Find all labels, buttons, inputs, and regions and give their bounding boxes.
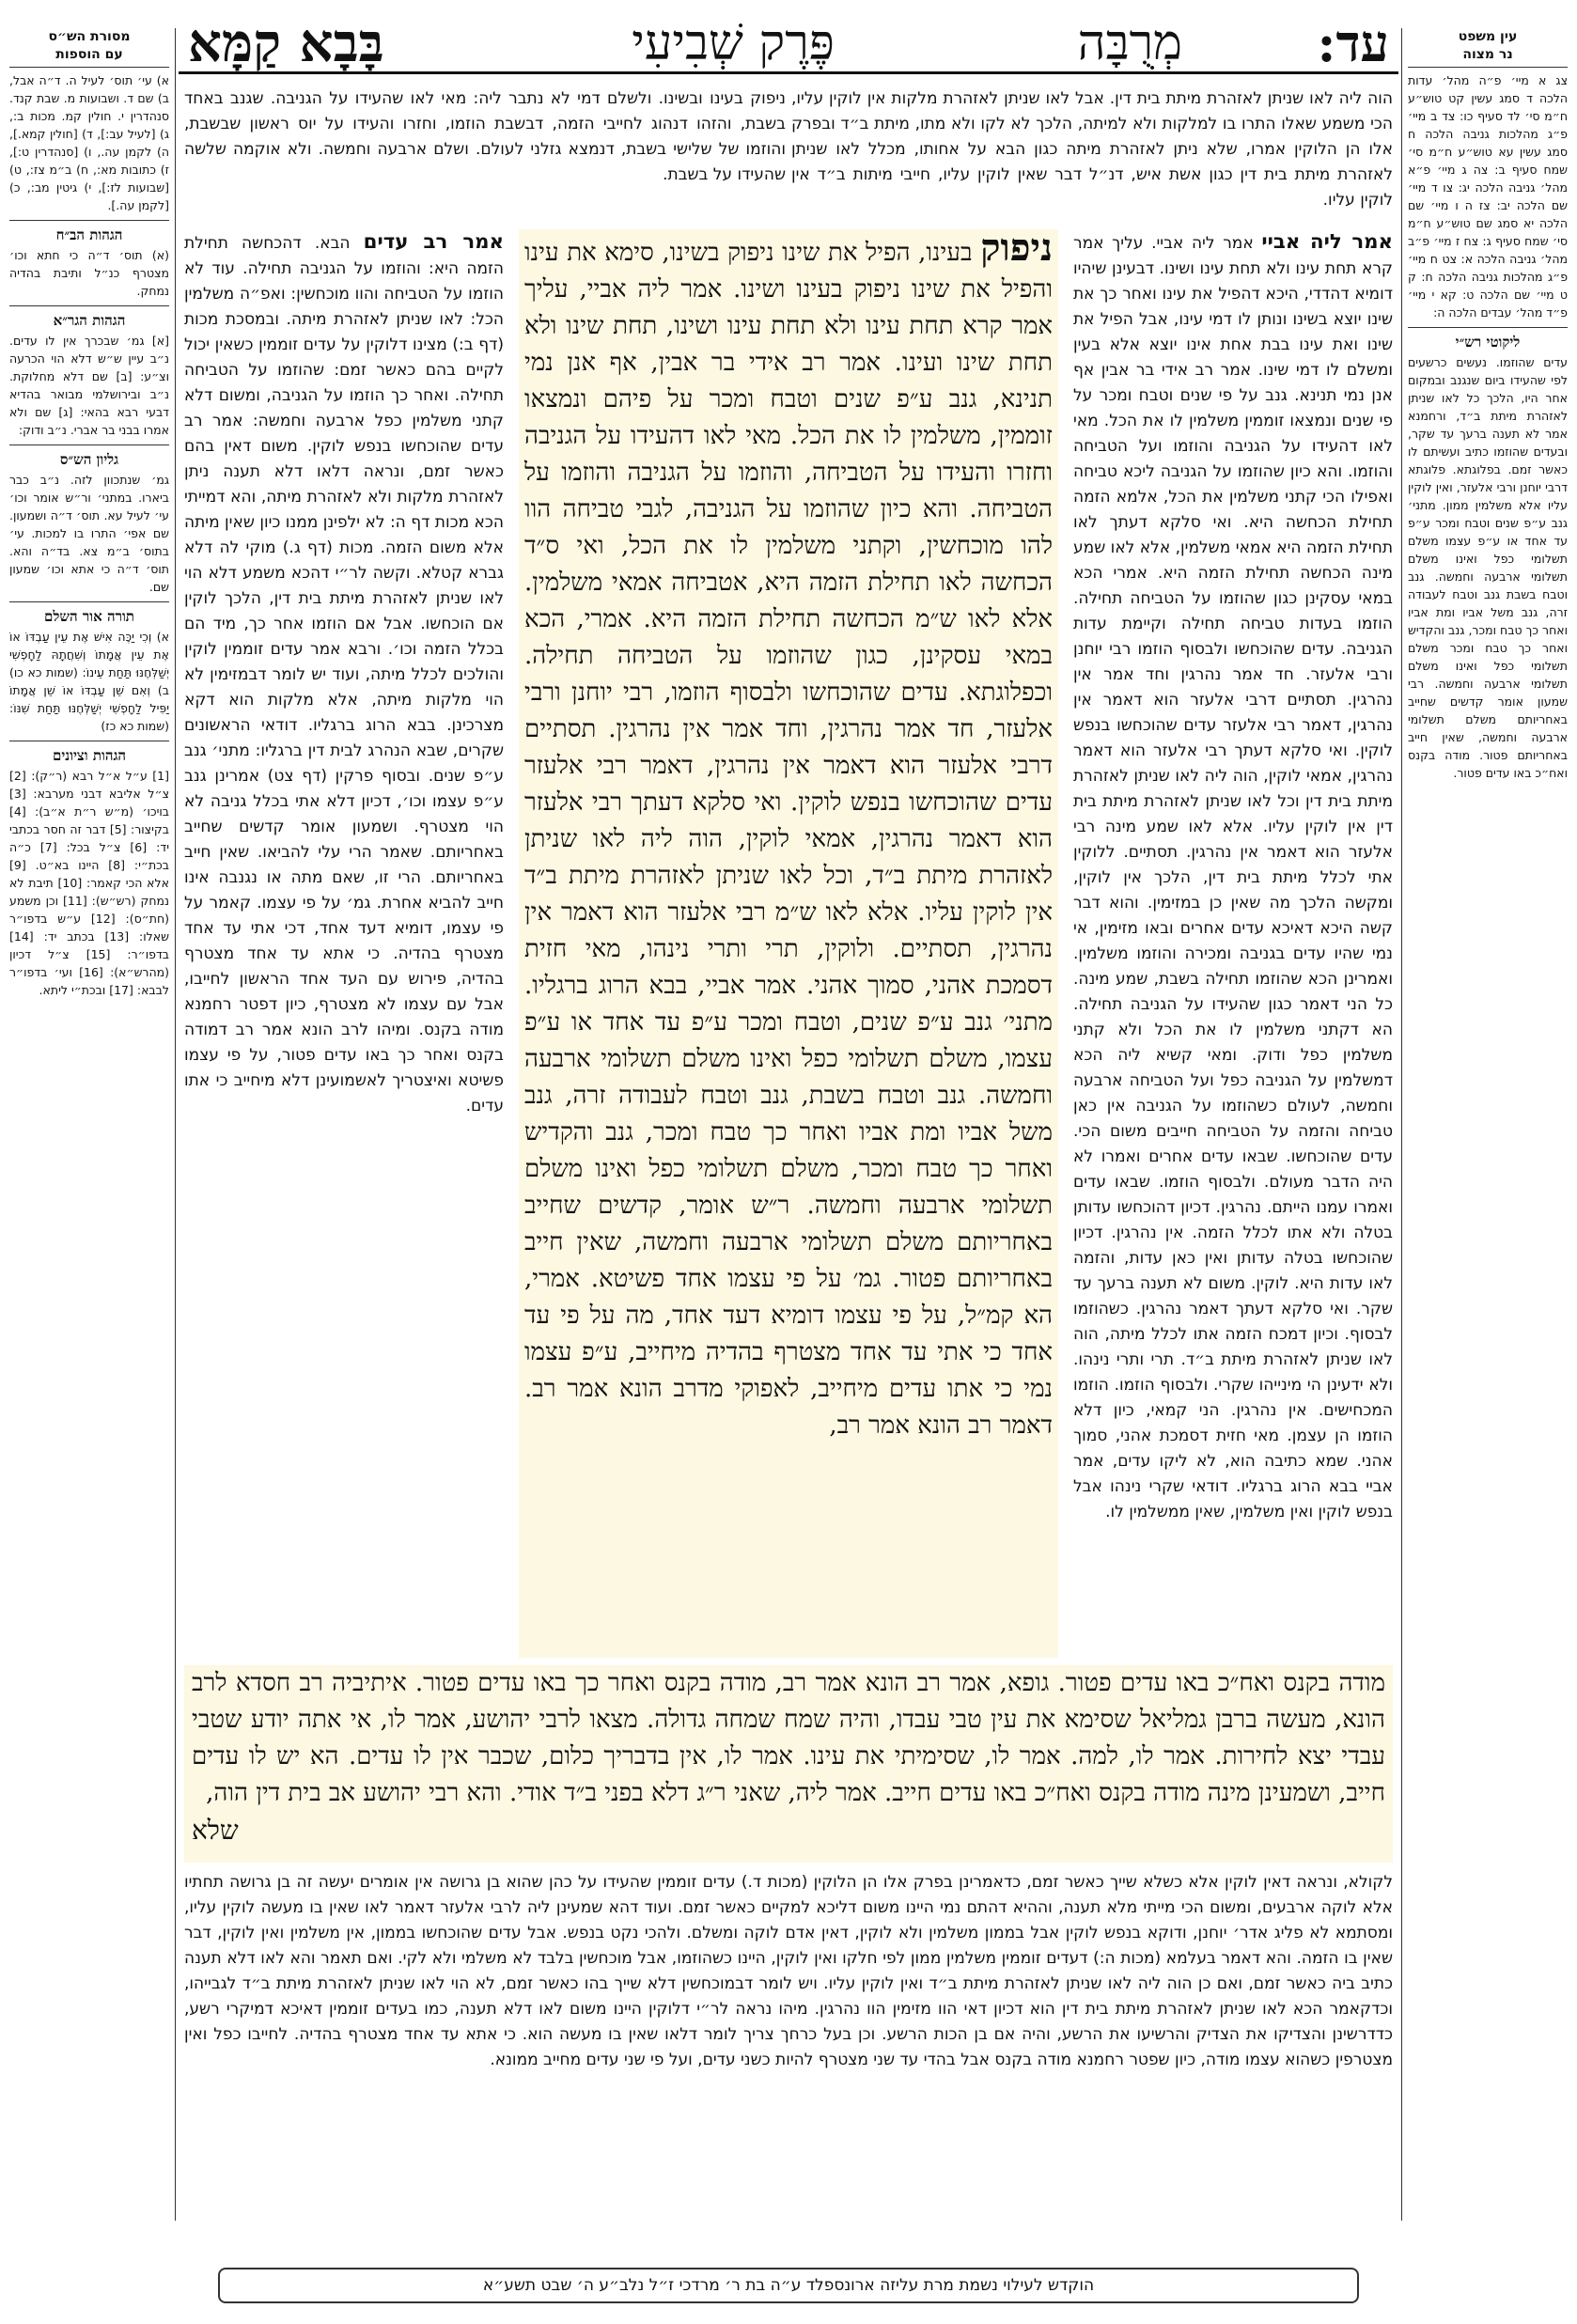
gemara-text [524, 229, 1053, 1444]
header-divider [179, 71, 1398, 74]
masoret-hashas-title: מסורת הש״ס עם הוספות [9, 28, 169, 68]
hagahot-bach-text: (א) תוס׳ ד״ה כי חתא וכו׳ מצטרף כנ״ל ותיבת בהדיה נמחק. [9, 248, 169, 298]
torah-or-text: א) וְכִי יַכֶּה אִישׁ אֶת עֵין עַבְדּוֹ אוֹ אֶת עֵין אֲמָתוֹ וְשִׁחֲתָהּ לַחָפְשִׁי יְשַׁלְּחֶנּוּ תַּחַת עֵינוֹ: (שמות כא כו) ב) וְאִם שֵׁן עַבְדּוֹ אוֹ שֵׁן אֲמָתוֹ יַפִּיל לַחָפְשִׁי יְשַׁלְּחֶנּוּ תַּחַת שִׁנּוֹ: (שמות כא כז) [9, 630, 169, 733]
gilyon-hashas-title: גליון הש״ס [59, 451, 119, 468]
rashi-dibbur-hamatchil: אמר ליה אביי [1261, 230, 1393, 254]
rashi-column [1073, 229, 1393, 1672]
ein-mishpat-title: עין משפט נר מצוה [1408, 28, 1568, 68]
rashi-column-text: אמר ליה אביי. עליך אמר קרא תחת עינו ולא תחת עינו ושינו. דבעינן שיהיו דומיא דהדדי, היכא דהפיל את עינו ואחר כך את שינו יוצא בשינו ונותן לו דמי עינו, אבל הפיל את שינו ואת עינו בבת אחת אינו יוצא אלא בעין ומשלם לו דמי שינו. אמר רב אידי בר אבין אף אנן נמי תנינא. גנב על פי שנים וטבח ומכר על פי שנים ונמצאו זוממין משלמין לו את הכל. מאי לאו דהעידו על הגניבה והוזמו ועל הטביחה והוזמו. והא כיון שהוזמו על הגניבה ליכא טביחה ואפילו הכי קתני משלמין את הכל, אלמא הזמה תחילת הכחשה היא. ואי סלקא דעתך לאו תחילת הזמה היא אמאי משלמין, אלא לאו שמע מינה הכחשה תחילת הזמה היא. אמרי הכא במאי עסקינן כגון שהוזמו על הטביחה תחילה. הוזמו בעדות טביחה תחילה וקיימת עדות הגניבה. עדים שהוכחשו ולבסוף הוזמו רבי יוחנן ורבי אלעזר. חד אמר נהרגין וחד אמר אין נהרגין. תסתיים דרבי אלעזר הוא דאמר אין נהרגין, דאמר רבי אלעזר עדים שהוכחשו בנפש לוקין. ואי סלקא דעתך רבי אלעזר הוא דאמר נהרגין, אמאי לוקין, הוה ליה לאו שניתן לאזהרת מיתת בית דין וכל לאו שניתן לאזהרת מיתת בית דין אין לוקין עליו. אלא לאו שמע מינה רבי אלעזר הוא דאמר אין נהרגין. תסתיים. ללוקין אתי לכלל מיתת בית דין, הלכך אין לוקין, ומקשה הלכך מה שאין כן במזימין. והוא דבר קשה היכא דאיכא עדים אחרים ובאו מזימין, אי נמי שהיו עדים בגניבה ומכירה והוזמו משלמין. ואמרינן הכא שהוזמו תחילה בשבת, שמע מינה. כל הני דאמר כגון שהעידו על הגניבה תחילה. הא דקתני משלמין לו את הכל ולא קתני משלמין כפל ודוק. ומאי קשיא ליה הכא דמשלמין על הגניבה כפל ועל הטביחה ארבעה וחמשה, לעולם כשהוזמו על הגניבה אין כאן טביחה והזמה על הטביחה חייבים משום הכי. עדים שהוכחשו. שבאו עדים אחרים ואמרו לא היה הדבר מעולם. ולבסוף הוזמו. שבאו עדים ואמרו עמנו הייתם. נהרגין. דכיון דהוכחשו עדותן בטלה ולא אתו לכלל הזמה. אין נהרגין. דכיון שהוכחשו בטלה עדותן ואין כאן עדות, והזמה לאו עדות היא. לוקין. משום לא תענה ברעך עד שקר. ואי סלקא דעתך דאמר נהרגין. כשהוזמו לבסוף. וכיון דמכח הזמה אתו לכלל מיתה, הוה לאו שניתן לאזהרת מיתת ב״ד. תרי ותרי נינהו. ולא ידעינן הי מינייהו שקרי. ולבסוף הוזמו. הוזמו המכחישים. אין נהרגין. הני קמאי, כיון דלא הוזמו הן עצמן. מאי חזית דסמכת אהני, סמוך אהני. שמא כתיבה הוא, לא ליקו עדים, אמר אביי בבא הרוג ברגליו. דודאי שקרי נינהו אבל בנפש לוקין ואין משלמין, שאין ממשלמין לו. [1073, 234, 1393, 1521]
margin-divider [9, 305, 169, 306]
likutei-rashi-title: ליקוטי רש״י [1455, 334, 1521, 351]
tosafot-column-text: הבא. דהכחשה תחילת הזמה היא: והוזמו על הגניבה תחילה. עוד לא הוזמו על הטביחה והוו מוכחשין: ואפ״ה משלמין הכל: לאו שניתן לאזהרת מיתה. ובמסכת מכות (דף ב:) מצינו דלוקין על עדים זוממין כשאין יכול לקיים בהם כאשר זמם: שהוזמו על הטביחה תחילה. ואחר כך הוזמו על הגניבה, ומשום דלא קתני משלמין כפל ארבעה וחמשה: אמר רב עדים שהוכחשו בנפש לוקין. משום דאין בהם כאשר זמם, ונראה דלאו דלא תענה ניתן לאזהרת מלקות ולא לאזהרת מיתה, והא דמייתי הכא מכות דף ה: לא ילפינן ממנו כיון שאין מיתה אלא משום הזמה. מכות (דף ג.) מוקי לה דלא גברא קטלא. וקשה לר״י דהכא משמע דלא הוי לאו שניתן לאזהרת מיתת בית דין, הלכך לוקין אם הוכחשו. אבל אם הוזמו אחר כך, מיד הם בכלל הזמה וכו׳. ורבא אמר עדים זוממין לוקין והולכים לכלל מיתה, ועוד יש לומר דבמזימין לא הוי מלקות מיתה, אלא מלקות הוא דקא מצרכינן. בבא הרוג ברגליו. דודאי הראשונים שקרים, שבא הנהרג לבית דין ברגליו: מתני׳ גנב ע״פ שנים. ובסוף פרקין (דף צט) אמרינן גנב ע״פ עצמו וכו׳, דכיון דלא אתי בכלל גניבה לא הוי מצטרף. ושמעון אומר קדשים שחייב באחריותם. שאמר הרי עלי להביאו. שאין חייב באחריותם. הרי זו, שאם מתה או נגנבה אינו חייב להביא אחרת. גמ׳ על פי עצמו. קאמר על פי עצמו, דומיא דעד אחד, דכי אתי עד אחד מצטרף בהדיה. כי אתא עד אחד מצטרף בהדיה, פירוש עם העד אחד הראשון לחייבו, אבל עם עצמו לא מצטרף, כיון דפטר רחמנא מודה בקנס. ומיהו לרב הונא אמר רב דמודה בקנס ואחר כך באו עדים פטור, על פי עצמו פשיטא ואיצטריך לאשמועינן דלא מיחייב כי אתו עדים. [184, 234, 504, 1115]
right-margin [1408, 28, 1568, 2230]
gemara-body: בעינו, הפיל את שינו ניפוק בשינו, סימא את עינו והפיל את שינו ניפוק בעינו ושינו. אמר ליה אביי, עליך אמר קרא תחת עינו ולא תחת עינו ושינו, תחת שינו ולא תחת שינו ועינו. אמר רב אידי בר אבין, אף אנן נמי תנינא, גנב ע״פ שנים וטבח ומכר על פיהם ונמצאו זוממין, משלמין לו את הכל. מאי לאו דהעידו על הגניבה וחזרו והעידו על הטביחה, והוזמו על הגניבה והוזמו על הטביחה. והא כיון שהוזמו על הגניבה, לגבי טביחה הוו להו מוכחשין, וקתני משלמין לו את הכל, ואי ס״ד הכחשה לאו תחילת הזמה היא, אטביחה אמאי משלמין. אלא לאו ש״מ הכחשה תחילת הזמה היא. אמרי, הכא במאי עסקינן, כגון שהוזמו על הטביחה תחילה. וכפלוגתא. עדים שהוכחשו ולבסוף הוזמו, רבי יוחנן ורבי אלעזר, חד אמר נהרגין, וחד אמר אין נהרגין. תסתיים דרבי אלעזר הוא דאמר אין נהרגין, דאמר רבי אלעזר עדים שהוכחשו בנפש לוקין. ואי סלקא דעתך רבי אלעזר הוא דאמר נהרגין, אמאי לוקין, הוה ליה לאו שניתן לאזהרת מיתת ב״ד, וכל לאו שניתן לאזהרת מיתת ב״ד אין לוקין עליו. אלא לאו ש״מ רבי אלעזר הוא דאמר אין נהרגין, תסתיים. ולוקין, תרי ותרי נינהו, מאי חזית דסמכת אהני, סמוך אהני. אמר אביי, בבא הרוג ברגליו. מתני׳ גנב ע״פ שנים, וטבח ומכר ע״פ עד אחד או ע״פ עצמו, משלם תשלומי כפל ואינו משלם תשלומי ארבעה וחמשה. גנב וטבח בשבת, גנב וטבח לעבודה זרה, גנב משל אביו ומת אביו ואחר כך טבח ומכר, גנב והקדיש ואחר כך טבח ומכר, משלם תשלומי כפל ואינו משלם תשלומי ארבעה וחמשה. ר״ש אומר, קדשים שחייב באחריותם משלם תשלומי ארבעה וחמשה, שאין חייב באחריותם פטור. גמ׳ על פי עצמו אחד פשיטא. אמרי, הא קמ״ל, על פי עצמו דומיא דעד אחד, מה על פי עד אחד כי אתי עד אחד מצטרף בהדיה מיחייב, ע״פ עצמו נמי כי אתו עדים מיחייב, לאפוקי מדרב הונא אמר רב. דאמר רב הונא אמר רב, [524, 239, 1053, 1440]
hagahot-gra-title: הגהות הגר״א [53, 312, 126, 329]
gilyon-hashas-text: גמ׳ שנתכוון לזה. נ״ב כבר ביארו. במתני׳ ור״ש אומר וכו׳ עי׳ לעיל עא. תוס׳ ד״ה ושמעון. שם אפי׳ התרו בו למכות. עי׳ בתוס׳ ב״מ צא. בד״ה והא. תוס׳ ד״ה כי אתא וכו׳ שמעון שם. [9, 473, 169, 594]
rashi-top: הוה ליה לאו שניתן לאזהרת מיתת בית דין. אבל לאו שניתן לאזהרת מלקות אין לוקין עליו, הכי משמע שאלו התרו בו למלקות ולא למיתה, הלכך לא לקו ולא מתו, מיתת ב״ד ובפרק אלו הן הלוקין אמרו, שלא ניתן לאזהרת מיתה כגון הבא על אחותו, מכלל לאו שניתן לאזהרת מיתת בית דין כגון אשת איש, דנ״ל דבר שאין לוקין עליו, חייבי מיתות ב״ד אין לוקין עליו. [791, 89, 1393, 210]
margin-divider [1408, 327, 1568, 328]
chapter-name: פֶּרֶק שְׁבִיעִי [632, 15, 835, 71]
masoret-hashas-text: א) עי׳ תוס׳ לעיל ה. ד״ה אבל, ב) שם ד. ושבועות מ. שבת קנד. סנהדרין י. חולין קמ. מכות ב:, ג) [לעיל עב:], ד) [חולין קמא.], ה) לקמן עה., ו) [סנהדרין ט:], ז) כתובות מא:, ח) ב״מ צז:, ט) [שבועות לז:], י) גיטין מב:, כ) [לקמן עה.]. [9, 73, 169, 212]
left-margin [9, 28, 169, 2230]
hagahot-bach-title: הגהות הב״ח [55, 226, 123, 243]
header-title-word: מְרֻבָּה [1077, 15, 1182, 71]
margin-divider [9, 220, 169, 221]
left-margin-rule [175, 28, 176, 2221]
tractate-name: בָּבָא קַמָּא [188, 12, 384, 74]
gemara-wide-text: מודה בקנס ואח״כ באו עדים פטור. גופא, אמר רב הונא אמר רב, מודה בקנס ואחר כך באו עדים פטור. איתיביה רב חסדא לרב הונא, מעשה ברבן גמליאל שסימא את עין טבי עבדו, והיה שמח שמחה גדולה. מצאו לרבי יהושע, אמר לו, אי אתה יודע שטבי עבדי יצא לחירות. אמר לו, למה. אמר לו, שסימיתי את עינו. אמר לו, אין בדבריך כלום, שכבר אין לו עדים. הא יש לו עדים חייב, ושמעינן מינה מודה בקנס ואח״כ באו עדים חייב. אמר ליה, שאני ר״ג דלא בפני ב״ד אודי. והא רבי יהושע אב בית דין הוה, [192, 1669, 1385, 1807]
bottom-commentary: לקולא, ונראה דאין לוקין אלא כשלא שייך כאשר זמם, כדאמרינן בפרק אלו הן הלוקין (מכות ד.) עדים זוממין שהעידו על כהן שהוא בן גרושה אין אומרים יעשה זה בן גרושה תחתיו אלא לוקה ארבעים, ומשום הכי מייתי מלא תענה, וההיא דהתם נמי היינו משום דליכא למקיים כאשר זמם. ועוד דהא שמעינן ליה לרבי אלעזר דאמר לאו שאין בו מעשה לוקין עליו, ומסתמא לא פליג אדר׳ יוחנן, ודוקא בנפש לוקין אבל בממון משלמין ולא לוקין, דאין אדם לוקה ומשלם. ולהכי נקט בנפש. אבל עדים שהוכחשו בממון, אין משלמין ואין לוקין, דבר שאין בו הזמה. והא דאמר בעלמא (מכות ה:) דעדים זוממין משלמין ממון לפי חלקו ואין לוקין, היינו כשהוזמו, אבל מוכחשין בלבד לא משלמי ולא לקי. ואם תאמר והא לאו דלא תענה כתיב ביה כאשר זמם, ואם כן הוה ליה לאו שניתן לאזהרת מיתת ב״ד ואין לוקין עליו. ויש לומר דבמוכחשין דלא שייך בהו כאשר זמם, לא הוי לאו שניתן לאזהרת מיתת ב״ד לגבייהו, וכדקאמר הכא לאו שניתן לאזהרת מיתת בית דין הוא דכיון דאי הוו מזימין הוו נהרגין. מיהו נראה לר״י דלוקין היינו משום לאו דלא תענה, כמו בעדים זוממין דאיכא דמיקרי רשע, כדדרשינן והצדיקו את הצדיק והרשיעו את הרשע, והיה אם בן הכות הרשע. וכן בעל כרחך צריך לומר דלאו שאין בו מעשה הוא. כי אתא עד אחד מצטרף בהדיה. לחייבו כפל ואין מצטרפין כשהוא עצמו מודה, כיון שפטר רחמנא מודה בקנס אבל בהדי עד שני מצטרף להיות כשני עדים, ועל פי שני עדים מחייב ממונא. [184, 1873, 1393, 2069]
ein-mishpat-text: צג א מיי׳ פ״ה מהל׳ עדות הלכה ד סמג עשין קט טוש״ע ח״מ סי׳ לד סעיף כו: צד ב מיי׳ פ״ג מהלכות גניבה הלכה ח סמג עשין עא טוש״ע ח״מ סי׳ שמח סעיף ב: צה ג מיי׳ פ״א מהל׳ גניבה הלכה יג: צו ד מיי׳ שם הלכה יב: צז ה ו מיי׳ שם הלכה יא סמג שם טוש״ע ח״מ סי׳ שמח סעיף ג: צח ז מיי׳ פ״ב מהל׳ גניבה הלכה א: צט ח מיי׳ פ״ג מהלכות גניבה הלכה ח: ק ט מיי׳ שם הלכה ט: קא י מיי׳ פ״ד מהל׳ עבדים הלכה ה: [1408, 73, 1568, 320]
margin-divider [9, 601, 169, 602]
hagahot-tziyunim-text: [1] ע״ל א״ל רבא (ר״ק): [2] צ״ל אליבא דבני מערבא: [3] בויכו׳ (מ״ש ר״ת א״ב): [4] בקיצור: [5] דבר זה חסר בכתבי יד: [6] צ״ל בכל: [7] כ״ה בכת״י: [8] היינו בא״ט. [9] אלא הכי קאמר: [10] תיבת לא נמחק (רש״ש): [11] וכן משמע (חת״ס): [12] ע״ש בדפו״ר שאלו: [13] בכתב יד: [14] בדפו״ר: [15] צ״ל דכיון (מהרש״א): [16] ועי׳ בדפו״ר לבבא: [17] ובכת״י ליתא. [9, 769, 169, 997]
daf-number: עד: [1317, 13, 1389, 73]
tosafot-top: ניפוק בעינו ובשינו. ולשלם דמי לא נתבר ליה: מאי לאו שהעידו על הגניבה. שגנב באחד בשבת, והזהו דנהוג לחייבי הזמה, דבשבת הוזמו, וחזרו והעידו על יוס ראשון שבשבת, והוזמו של שלישי בשבת, דנמצא גזלני לעולם. ושלם ארבעה וחמשה. ולא אוקמה שלשה שהעידו על בשבת. [184, 89, 786, 184]
gemara-center [519, 229, 1058, 1658]
gemara-wide [184, 1665, 1393, 1863]
tosafot-column [184, 229, 504, 1672]
hagahot-gra-text: [א] גמ׳ שבכרך אין לו עדים. נ״ב עיין ש״ש דלא הוי הכרעה וצ״ע: [ב] שם דלא מחלוקת. נ״ב ובירושלמי מבואר בהדיא דבעי רבא בהאי: [ג] שם ולא אמרו בבני בר אברי. נ״ב ודוק: [9, 334, 169, 437]
likutei-rashi-text: עדים שהוזמו. נעשים כרשעים לפי שהעידו ביום שנגנב ובמקום אחר היו, הלכך כל לאו שניתן לאזהרת מיתת ב״ד, ורחמנא אמר לא תענה ברעך עד שקר, ובעדים שהוזמו כתיב ועשיתם לו כאשר זמם. בפלוגתא. פלוגתא דרבי יוחנן ורבי אלעזר, ואין לוקין עליו אלא משלמין ממון. מתני׳ גנב ע״פ שנים וטבח ומכר ע״פ עד אחד או ע״פ עצמו משלם תשלומי כפל ואינו משלם תשלומי ארבעה וחמשה. גנב וטבח בשבת גנב וטבח לעבודה זרה, גנב משל אביו ומת אביו ואחר כך טבח ומכר, גנב והקדיש ואחר כך טבח ומכר משלם תשלומי כפל ואינו משלם תשלומי ארבעה וחמשה. רבי שמעון אומר קדשים שחייב באחריותם משלם תשלומי ארבעה וחמשה, שאין חייב באחריותם פטור. מודה בקנס ואח״כ באו עדים פטור. [1408, 355, 1568, 780]
hagahot-tziyunim-title: הגהות וציונים [52, 747, 127, 764]
tosafot-dibbur-hamatchil: אמר רב עדים [363, 230, 504, 254]
right-margin-rule [1401, 28, 1402, 2221]
page-header [179, 13, 1398, 73]
torah-or-title: תורה אור השלם [44, 608, 134, 625]
dedication-footer: הוקדש לעילוי נשמת מרת עליזה ארונספלד ע״ה בת ר׳ מרדכי ז״ל נלב״ע ה׳ שבט תשע״א [218, 2268, 1359, 2303]
catchword: שלא [192, 1815, 239, 1846]
gemara-opening-word: ניפוק [980, 229, 1053, 270]
